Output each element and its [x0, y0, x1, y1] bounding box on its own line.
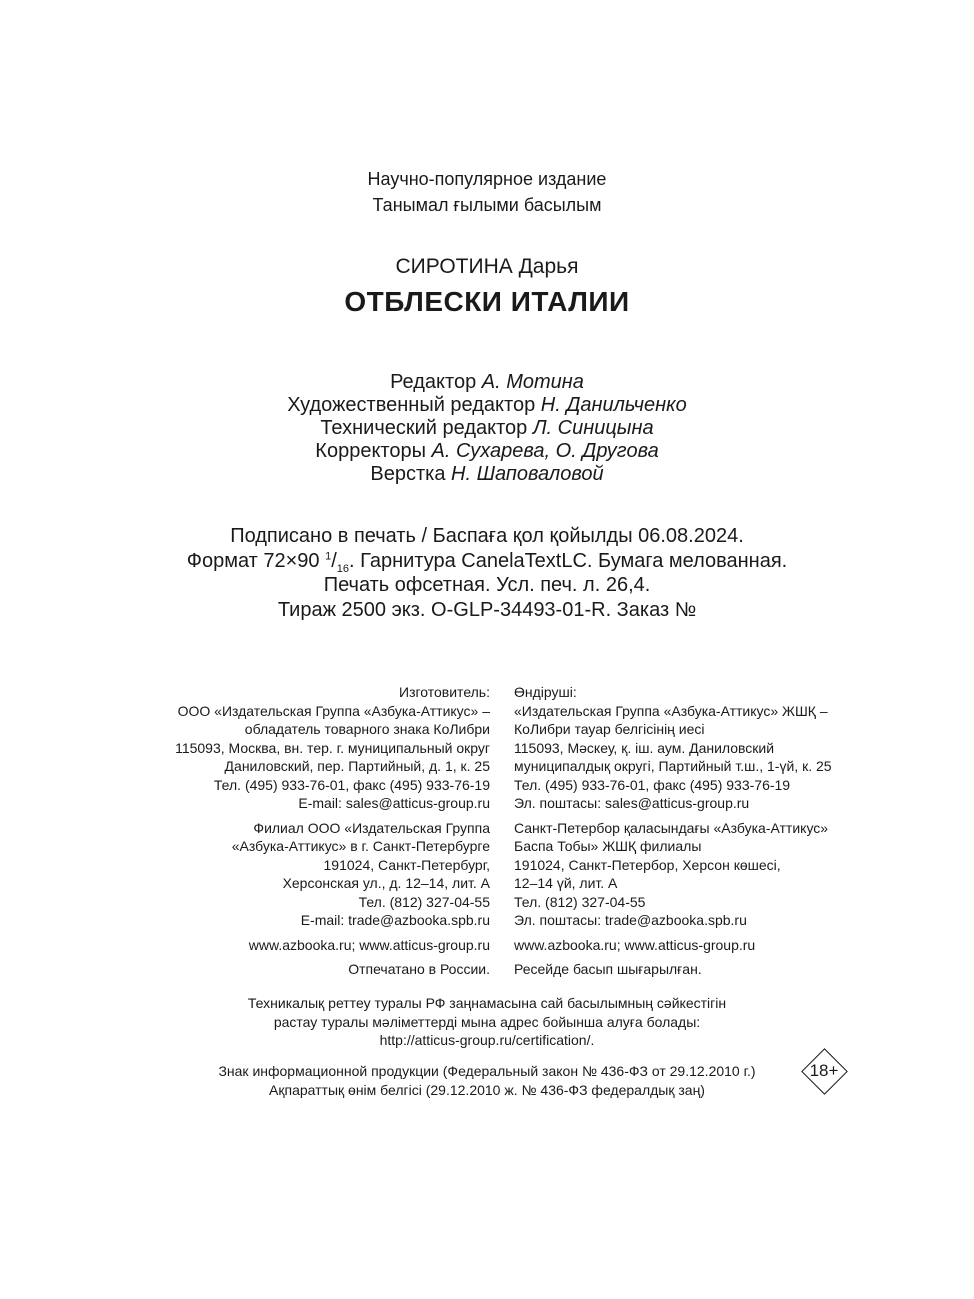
manufacturer-kz-email: Эл. поштасы: sales@atticus-group.ru — [514, 795, 750, 811]
manufacturer-ru-main — [130, 683, 490, 813]
age-rating-icon — [802, 1049, 846, 1093]
branch-ru-line: «Азбука-Аттикус» в г. Санкт-Петербурге — [231, 838, 490, 854]
printed-ru: Отпечатано в России. — [348, 961, 490, 977]
manufacturer-kz-line: 115093, Мәскеу, қ. іш. аум. Даниловский — [514, 739, 775, 756]
manufacturer-ru — [130, 683, 490, 985]
print-run: Тираж 2500 экз. O-GLP-34493-01-R. Заказ № — [277, 598, 697, 621]
credit-layout: Верстка Н. Шаповаловой — [370, 463, 604, 485]
book-title: ОТБЛЕСКИ ИТАЛИИ — [344, 286, 630, 317]
print-format: Формат 72×90 $^1/_{16}$. Гарнитура CanelaTextLC. Бумага мелованная. — [186, 549, 788, 575]
print-info-block — [0, 524, 974, 622]
print-press: Печать офсетная. Усл. печ. л. 26,4. — [323, 574, 651, 596]
credit-art-editor: Художественный редактор Н. Данильченко — [287, 394, 687, 416]
branch-kz-line: Баспа Тобы» ЖШҚ филиалы — [514, 838, 702, 854]
certification-url: http://atticus-group.ru/certification/. — [379, 1032, 595, 1048]
manufacturer-ru-line: ООО «Издательская Группа «Азбука-Аттикус» – — [177, 702, 490, 719]
manufacturer-kz-line: «Издательская Группа «Азбука-Аттикус» ЖШҚ – — [514, 702, 828, 719]
certification-block — [0, 994, 974, 1050]
branch-kz — [514, 819, 874, 930]
manufacturer-ru-line: Даниловский, пер. Партийный, д. 1, к. 25 — [224, 758, 490, 774]
manufacturer-ru-line: обладатель товарного знака КоЛибри — [244, 721, 490, 737]
print-signed: Подписано в печать / Баспаға қол қойылды 06.08.2024. — [230, 525, 744, 547]
branch-ru-line: Херсонская ул., д. 12–14, лит. А — [282, 875, 490, 891]
branch-ru — [130, 819, 490, 930]
branch-kz-line: 191024, Санкт-Петербор, Херсон көшесі, — [514, 856, 781, 873]
manufacturer-kz — [514, 683, 874, 985]
credit-editor: Редактор А. Мотина — [390, 371, 584, 393]
genre-block — [0, 166, 974, 218]
web-ru: www.azbooka.ru; www.atticus-group.ru — [248, 936, 490, 953]
genre-ru: Научно-популярное издание — [367, 169, 607, 189]
certification-line: Техникалық реттеу туралы РФ заңнамасына сай басылымның сәйкестігін — [247, 995, 727, 1011]
age-mark-ru: Знак информационной продукции (Федеральный закон № 436-ФЗ от 29.12.2010 г.) — [218, 1063, 756, 1079]
credit-proofreaders: Корректоры А. Сухарева, О. Другова — [315, 440, 659, 462]
author-name: СИРОТИНА Дарья — [395, 255, 579, 278]
credits-block — [0, 371, 974, 486]
certification-line: растау туралы мәліметтерді мына адрес бойынша алуға болады: — [273, 1013, 701, 1030]
branch-kz-line: Санкт-Петербор қаласындағы «Азбука-Аттикус» — [514, 819, 829, 836]
printed-kz: Ресейде басып шығарылған. — [514, 961, 702, 977]
manufacturer-ru-email: E-mail: sales@atticus-group.ru — [298, 795, 490, 811]
manufacturer-kz-heading: Өндіруші: — [514, 684, 577, 700]
web-kz: www.azbooka.ru; www.atticus-group.ru — [514, 936, 756, 953]
manufacturer-kz-line: КоЛибри тауар белгісінің иесі — [514, 721, 705, 737]
manufacturer-ru-heading: Изготовитель: — [399, 684, 490, 700]
branch-kz-line: Тел. (812) 327-04-55 — [514, 893, 646, 910]
manufacturer-ru-line: Тел. (495) 933-76-01, факс (495) 933-76-19 — [213, 776, 490, 793]
branch-ru-line: Тел. (812) 327-04-55 — [358, 893, 490, 910]
manufacturer-ru-line: 115093, Москва, вн. тер. г. муниципальный округ — [175, 739, 490, 756]
manufacturer-kz-line: Тел. (495) 933-76-01, факс (495) 933-76-19 — [514, 776, 791, 793]
branch-ru-line: Филиал ООО «Издательская Группа — [253, 819, 490, 836]
branch-kz-email: Эл. поштасы: trade@azbooka.spb.ru — [514, 912, 747, 928]
branch-ru-line: 191024, Санкт-Петербург, — [323, 856, 490, 873]
genre-kz: Танымал ғылыми басылым — [372, 195, 602, 215]
age-rating-label: 18+ — [809, 1061, 839, 1080]
branch-ru-email: E-mail: trade@azbooka.spb.ru — [300, 912, 490, 928]
branch-kz-line: 12–14 үй, лит. А — [514, 875, 618, 891]
manufacturer-kz-main — [514, 683, 874, 813]
manufacturer-kz-line: муниципалдық округі, Партийный т.ш., 1-үй, к. 25 — [514, 758, 832, 774]
age-mark-kz: Ақпараттық өнім белгісі (29.12.2010 ж. № 436-ФЗ федералдық заң) — [269, 1081, 705, 1098]
credit-tech-editor: Технический редактор Л. Синицына — [320, 417, 654, 439]
